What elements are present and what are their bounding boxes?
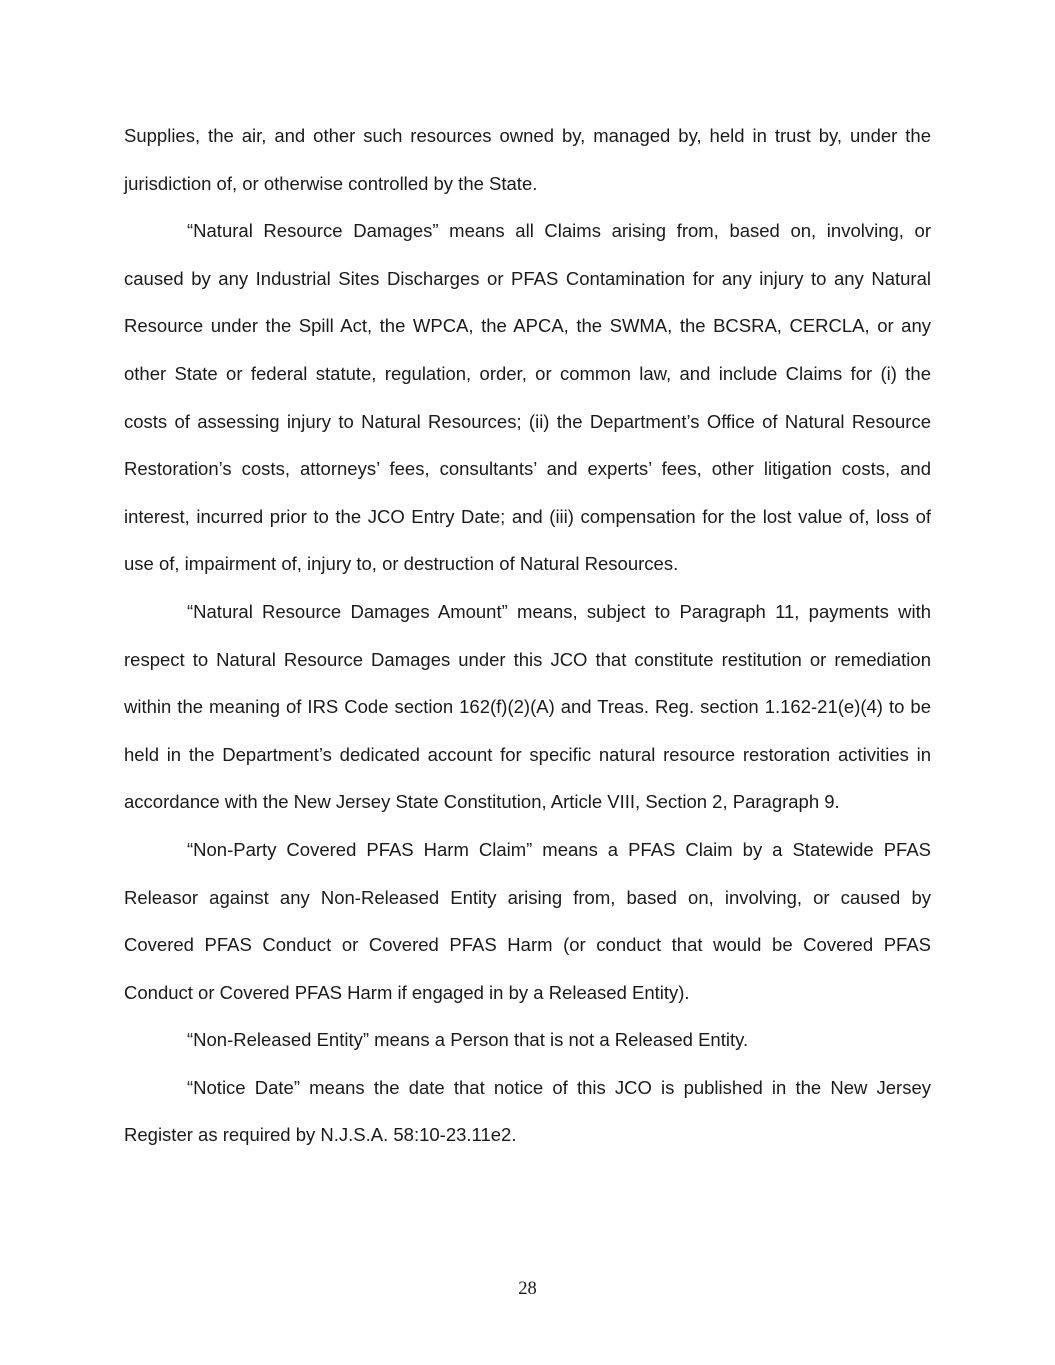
document-body bbox=[124, 112, 931, 1159]
paragraph-non-party-covered-pfas-harm-claim: “Non-Party Covered PFAS Harm Claim” means a PFAS Claim by a Statewide PFAS Releasor against any Non-Released Entity arising from, based on, involving, or caused by Covered PFAS Conduct or Covered PFAS Harm (or conduct that would be Covered PFAS Conduct or Covered PFAS Harm if engaged in by a Released Entity). bbox=[124, 838, 931, 1003]
paragraph-notice-date: “Notice Date” means the date that notice of this JCO is published in the New Jersey Register as required by N.J.S.A. 58:10-23.11e2. bbox=[124, 1076, 931, 1146]
page-number: 28 bbox=[518, 1279, 537, 1299]
paragraph-resources-continuation: Supplies, the air, and other such resources owned by, managed by, held in trust by, under the jurisdiction of, or otherwise controlled by the State. bbox=[124, 125, 931, 194]
paragraph-non-released-entity: “Non-Released Entity” means a Person that is not a Released Entity. bbox=[187, 1029, 749, 1051]
paragraph-natural-resource-damages-amount: “Natural Resource Damages Amount” means, subject to Paragraph 11, payments with respect to Natural Resource Damages under this JCO that constitute restitution or remediation within the meaning of IRS Code section 162(f)(2)(A) and Treas. Reg. section 1.162-21(e)(4) to be held in the Department’s dedicated account for specific natural resource restoration activities in accordance with the New Jersey State Constitution, Article VIII, Section 2, Paragraph 9. bbox=[124, 600, 931, 813]
paragraph-natural-resource-damages: “Natural Resource Damages” means all Claims arising from, based on, involving, or caused by any Industrial Sites Discharges or PFAS Contamination for any injury to any Natural Resource under the Spill Act, the WPCA, the APCA, the SWMA, the BCSRA, CERCLA, or any other State or federal statute, regulation, order, or common law, and include Claims for (i) the costs of assessing injury to Natural Resources; (ii) the Department’s Office of Natural Resource Restoration’s costs, attorneys’ fees, consultants’ and experts’ fees, other litigation costs, and interest, incurred prior to the JCO Entry Date; and (iii) compensation for the lost value of, loss of use of, impairment of, injury to, or destruction of Natural Resources. bbox=[124, 220, 931, 575]
